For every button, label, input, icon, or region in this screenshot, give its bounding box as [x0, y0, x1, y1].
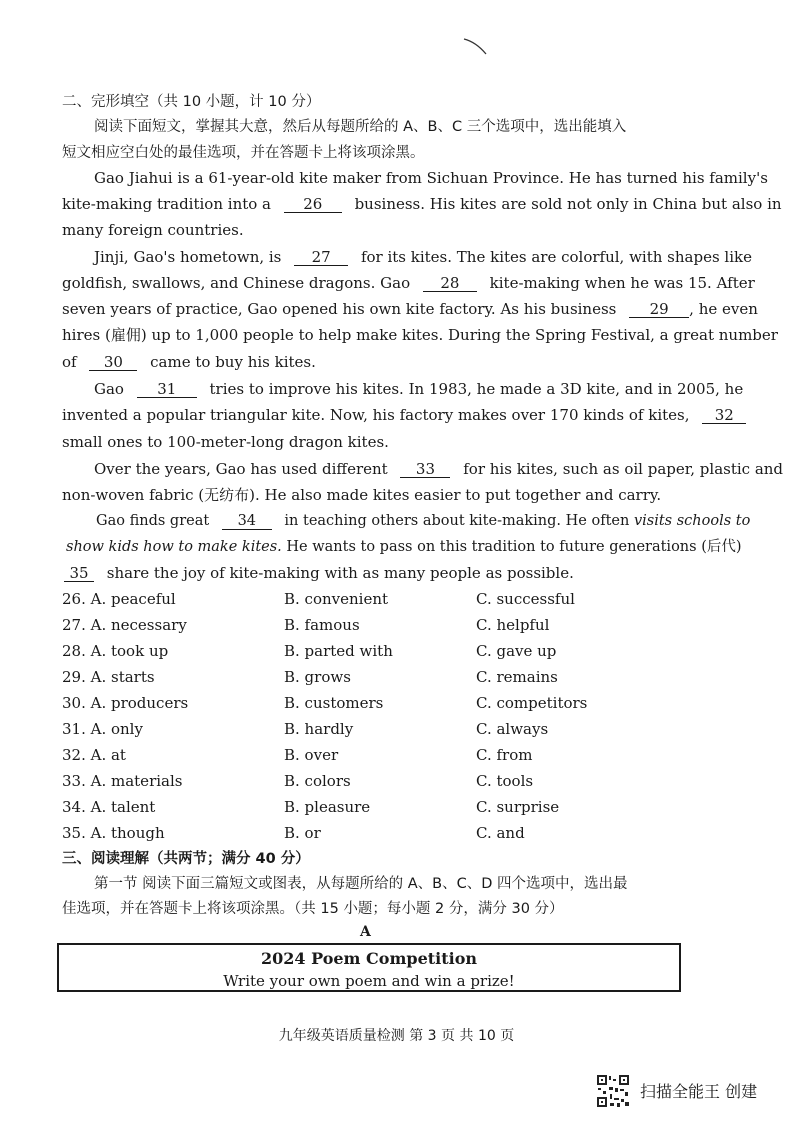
- blank-34: 34: [222, 513, 272, 530]
- passage-text: kite-making tradition into a: [62, 195, 271, 213]
- passage-line: [62, 273, 755, 293]
- blank-30: 30: [89, 354, 137, 371]
- passage-text: kite-making when he was 15. After: [489, 274, 755, 292]
- blank-33: 33: [400, 461, 450, 478]
- passage-line: [62, 194, 782, 214]
- passage-line: many foreign countries.: [62, 221, 244, 239]
- passage-line: [96, 511, 750, 531]
- passage-text: , he even: [689, 300, 758, 318]
- blank-29: 29: [629, 301, 689, 318]
- passage-line: [62, 405, 746, 425]
- option-27-a: 27. A. necessary: [62, 616, 187, 634]
- passage-text: in teaching others about kite-making. He often: [284, 513, 630, 529]
- option-26-a: 26. A. peaceful: [62, 590, 176, 608]
- scanner-watermark: 扫描全能王 创建: [640, 1082, 758, 1101]
- option-33-c: C. tools: [476, 772, 534, 790]
- passage-text: Jinji, Gao's hometown, is: [94, 248, 282, 266]
- passage-line: [66, 537, 742, 557]
- section-3-heading: 三、阅读理解（共两节；满分 40 分）: [62, 851, 310, 867]
- passage-text: He wants to pass on this tradition to future generations (后代): [286, 539, 742, 555]
- passage-text: Gao finds great: [96, 513, 210, 529]
- option-26-b: B. convenient: [284, 590, 389, 608]
- passage-text: goldfish, swallows, and Chinese dragons. Gao: [62, 274, 411, 292]
- passage-text: seven years of practice, Gao opened his own kite factory. As his business: [62, 300, 617, 318]
- blank-27: 27: [294, 249, 348, 266]
- poem-box-title: 2024 Poem Competition: [261, 949, 477, 968]
- passage-text: for its kites. The kites are colorful, with shapes like: [360, 248, 752, 266]
- option-34-b: B. pleasure: [284, 798, 371, 816]
- passage-text: tries to improve his kites. In 1983, he made a 3D kite, and in 2005, he: [209, 380, 744, 398]
- blank-35: 35: [64, 565, 94, 582]
- option-30-a: 30. A. producers: [62, 694, 189, 712]
- passage-line: small ones to 100-meter-long dragon kites.: [62, 433, 389, 451]
- blank-31: 31: [137, 381, 197, 398]
- option-28-a: 28. A. took up: [62, 642, 169, 660]
- option-34-c: C. surprise: [476, 798, 560, 816]
- option-29-c: C. remains: [476, 668, 558, 686]
- option-32-a: 32. A. at: [62, 746, 126, 764]
- option-31-b: B. hardly: [284, 720, 354, 738]
- passage-text: for his kites, such as oil paper, plastic and: [463, 460, 784, 478]
- option-29-b: B. grows: [284, 668, 351, 686]
- section-3-instructions-2: 佳选项，并在答题卡上将该项涂黑。（共 15 小题；每小题 2 分，满分 30 分）: [62, 901, 564, 917]
- option-35-c: C. and: [476, 824, 525, 842]
- option-28-c: C. gave up: [476, 642, 557, 660]
- poem-box-subtitle: Write your own poem and win a prize!: [223, 972, 515, 990]
- blank-32: 32: [702, 407, 746, 424]
- passage-text: Over the years, Gao has used different: [94, 460, 388, 478]
- passage-label-a: A: [360, 924, 371, 940]
- option-30-b: B. customers: [284, 694, 384, 712]
- option-31-a: 31. A. only: [62, 720, 143, 738]
- passage-line: [62, 352, 316, 372]
- blank-28: 28: [423, 275, 477, 292]
- section-3-instructions-1: 第一节 阅读下面三篇短文或图表，从每题所给的 A、B、C、D 四个选项中，选出最: [94, 876, 628, 892]
- passage-line: hires (雇佣) up to 1,000 people to help make kites. During the Spring Festival, a great number: [62, 326, 778, 344]
- passage-text: invented a popular triangular kite. Now, his factory makes over 170 kinds of kites,: [62, 406, 690, 424]
- option-33-b: B. colors: [284, 772, 351, 790]
- passage-line: [94, 459, 783, 479]
- option-26-c: C. successful: [476, 590, 575, 608]
- section-2-instructions-2: 短文相应空白处的最佳选项，并在答题卡上将该项涂黑。: [62, 145, 425, 161]
- option-32-c: C. from: [476, 746, 533, 764]
- section-2-instructions-1: 阅读下面短文，掌握其大意，然后从每题所给的 A、B、C 三个选项中，选出能填入: [94, 119, 627, 135]
- passage-text: Gao: [94, 380, 124, 398]
- option-27-c: C. helpful: [476, 616, 550, 634]
- section-2-heading: 二、完形填空（共 10 小题，计 10 分）: [62, 94, 321, 110]
- option-27-b: B. famous: [284, 616, 360, 634]
- passage-text: business. His kites are sold not only in China but also in: [354, 195, 782, 213]
- pen-mark: [462, 36, 490, 58]
- option-30-c: C. competitors: [476, 694, 588, 712]
- blank-26: 26: [284, 196, 342, 213]
- option-35-b: B. or: [284, 824, 321, 842]
- poem-competition-box: [57, 943, 681, 992]
- option-29-a: 29. A. starts: [62, 668, 155, 686]
- passage-line: [62, 299, 758, 319]
- passage-text: came to buy his kites.: [150, 353, 316, 371]
- passage-italic-text: show kids how to make kites.: [66, 539, 282, 555]
- option-34-a: 34. A. talent: [62, 798, 156, 816]
- passage-line: [94, 247, 752, 267]
- option-33-a: 33. A. materials: [62, 772, 183, 790]
- passage-italic-text: visits schools to: [633, 513, 751, 529]
- option-35-a: 35. A. though: [62, 824, 165, 842]
- option-32-b: B. over: [284, 746, 339, 764]
- passage-line: non-woven fabric (无纺布). He also made kites easier to put together and carry.: [62, 486, 662, 504]
- option-31-c: C. always: [476, 720, 549, 738]
- passage-text: share the joy of kite-making with as many people as possible.: [106, 564, 574, 582]
- option-28-b: B. parted with: [284, 642, 393, 660]
- passage-line: Gao Jiahui is a 61-year-old kite maker from Sichuan Province. He has turned his family's: [94, 169, 768, 187]
- page-footer: 九年级英语质量检测 第 3 页 共 10 页: [278, 1028, 515, 1044]
- passage-line: [94, 379, 743, 399]
- qr-code-icon: [596, 1074, 630, 1108]
- passage-text: of: [62, 353, 77, 371]
- passage-line: [64, 563, 574, 583]
